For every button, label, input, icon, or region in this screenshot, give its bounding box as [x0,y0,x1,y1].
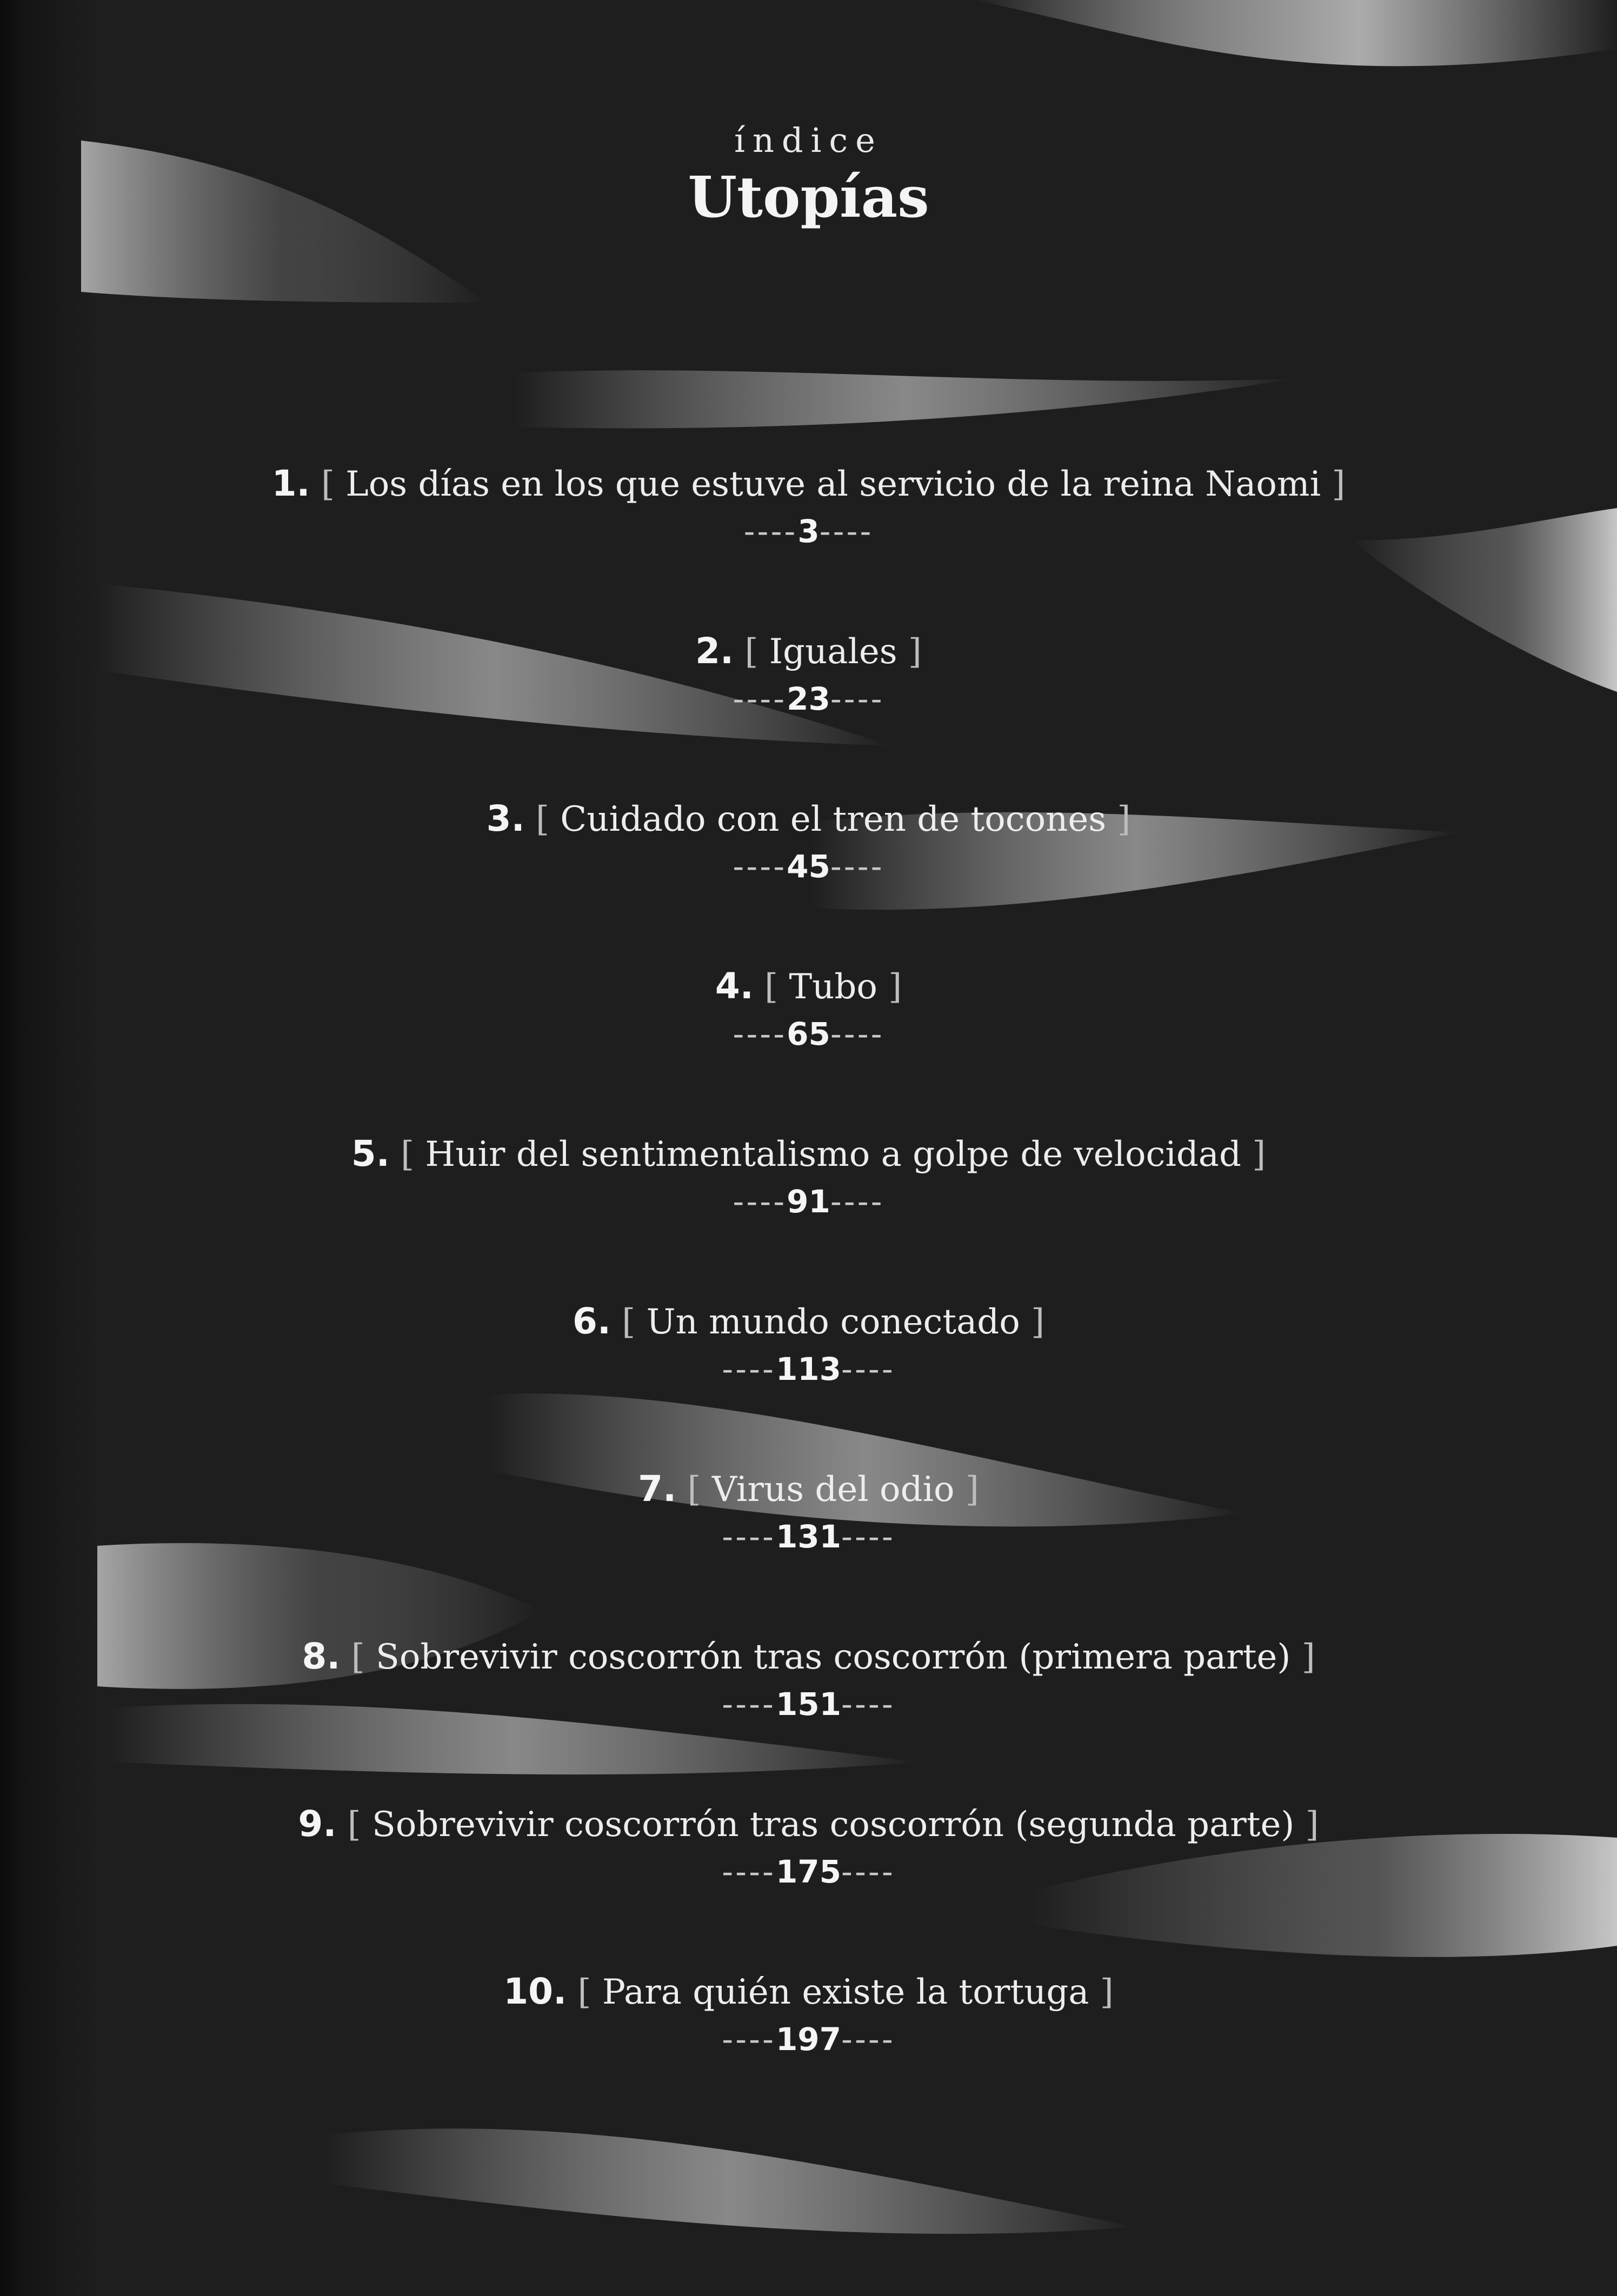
chapter-number: 6. [572,1300,611,1342]
bracket-open: [ [577,1972,591,2012]
toc-entry [0,1130,1617,1224]
page-dashes-left: ---- [733,680,787,717]
book-title: Utopías [688,164,929,230]
chapter-number: 8. [302,1636,341,1677]
page-dashes-left: ---- [722,1518,776,1555]
toc-kicker: índice [734,121,883,160]
chapter-number: 1. [271,463,310,504]
page-dashes-left: ---- [722,1686,776,1723]
toc-entry [0,962,1617,1057]
bracket-open: [ [321,464,335,504]
chapter-title: Cuidado con el tren de tocones [560,799,1107,839]
toc-entry [0,627,1617,722]
page-dashes-right: ---- [830,848,884,885]
page-dashes-left: ---- [733,1016,787,1052]
toc-entry [0,1800,1617,1894]
bracket-close: ] [1031,1302,1045,1342]
page-dashes-right: ---- [841,2021,895,2058]
page-dashes-right: ---- [841,1518,895,1555]
toc-entry [0,459,1617,554]
chapter-title: Huir del sentimentalismo a golpe de velocidad [425,1134,1241,1174]
ribbon-top-right [973,0,1617,66]
chapter-page: 23 [787,680,830,717]
chapter-title: Tubo [789,967,877,1007]
chapter-page: 175 [775,1853,842,1890]
bracket-close: ] [965,1470,979,1510]
chapter-page: 197 [775,2021,842,2058]
chapter-title: Un mundo conectado [646,1302,1020,1342]
chapter-number: 4. [715,965,754,1007]
chapter-page: 65 [787,1016,830,1052]
page-dashes-right: ---- [841,1686,895,1723]
page-dashes-right: ---- [841,1853,895,1890]
bracket-open: [ [687,1470,701,1510]
toc-entry [0,1967,1617,2062]
page-dashes-left: ---- [722,1853,776,1890]
page-dashes-right: ---- [841,1351,895,1387]
bracket-close: ] [1252,1134,1266,1174]
page-dashes-left: ---- [733,1183,787,1220]
bracket-open: [ [764,967,778,1007]
chapter-number: 3. [486,798,525,839]
chapter-number: 5. [351,1133,390,1174]
toc-entry [0,1297,1617,1392]
chapter-title: Para quién existe la tortuga [602,1972,1089,2012]
chapter-title: Sobrevivir coscorrón tras coscorrón (primera parte) [376,1637,1291,1677]
toc-entry [0,1465,1617,1559]
page-dashes-left: ---- [722,1351,776,1387]
toc-entry [0,795,1617,889]
bracket-close: ] [1100,1972,1114,2012]
chapter-page: 151 [775,1686,842,1723]
toc-header [0,116,1617,230]
bracket-close: ] [908,632,922,672]
ribbon-upper-band [514,370,1297,428]
bracket-close: ] [1301,1637,1315,1677]
page-dashes-right: ---- [819,513,874,550]
page-dashes-right: ---- [830,1183,884,1220]
chapter-page: 131 [775,1518,842,1555]
chapter-page: 91 [787,1183,830,1220]
chapter-page: 3 [797,513,820,550]
toc-entry [0,1632,1617,1727]
bracket-close: ] [1117,799,1131,839]
bracket-open: [ [744,632,758,672]
chapter-title: Virus del odio [711,1470,955,1510]
chapter-page: 45 [787,848,830,885]
bracket-open: [ [622,1302,636,1342]
chapter-number: 2. [695,630,734,672]
ribbon-bottom [324,2128,1135,2234]
chapter-number: 10. [503,1971,567,2012]
page-dashes-left: ---- [733,848,787,885]
page-dashes-left: ---- [722,2021,776,2058]
page-dashes-right: ---- [830,680,884,717]
bracket-close: ] [1305,1805,1319,1845]
chapter-title: Los días en los que estuve al servicio de la reina Naomi [345,464,1321,504]
page-dashes-left: ---- [743,513,798,550]
page-dashes-right: ---- [830,1016,884,1052]
bracket-open: [ [401,1134,415,1174]
bracket-close: ] [1332,464,1346,504]
bracket-close: ] [888,967,902,1007]
bracket-open: [ [347,1805,361,1845]
bracket-open: [ [535,799,549,839]
chapter-number: 7. [638,1468,677,1510]
chapter-number: 9. [298,1803,337,1845]
chapter-title: Iguales [769,632,897,672]
bracket-open: [ [351,1637,365,1677]
chapter-title: Sobrevivir coscorrón tras coscorrón (segunda parte) [372,1805,1295,1845]
chapter-page: 113 [775,1351,842,1387]
